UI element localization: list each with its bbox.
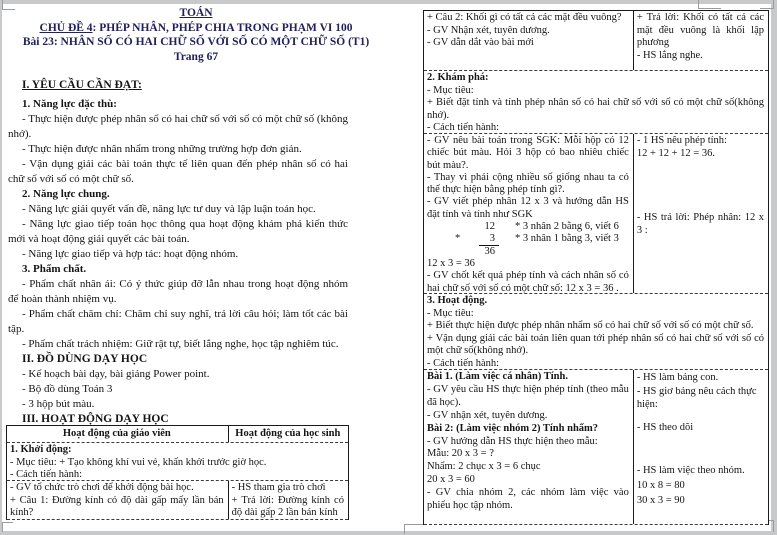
paragraph: - Vận dụng giải các bài toán thực tế liên quan đến phép nhân số có hai chữ số với số có một chữ số. (8, 158, 348, 185)
multiplication-equation: 12 x 3 = 36 (427, 257, 475, 269)
example-result: 20 x 3 = 60 (427, 474, 475, 486)
paragraph: - Năng lực giải quyết vấn đề, năng lực tư duy và lập luận toán học. (22, 203, 316, 215)
practice-method: - Cách tiến hành: (427, 357, 500, 369)
paragraph: - 3 hộp bút màu. (22, 398, 95, 410)
quality-heading: 3. Phẩm chất. (22, 263, 87, 275)
general-competency-heading: 2. Năng lực chung. (22, 188, 110, 200)
vertical-multiplication (455, 221, 629, 258)
teacher-cell: - GV nêu bài toán trong SGK: Mỗi hộp có 12 chiếc bút màu. Hỏi 3 hộp có bao nhiêu chiếc bút màu?. - Thay vì phải cộng nhiều số giống nhau ta có thể thực hiện bằng phép tính gì?. - GV viết phép nhân 12 x 3 và hướng dẫn HS đặt tính và tính như SGK 12 * 3 36 * 3 nhân 2 bằng 6, viết 6 * 3 nhân 1 bằng 3, viết 3 12 x 3 = 36 - GV chốt kết quả phép tính và cách nhân số có hai chữ số với số có một chữ số: 12 x 3 = 36 . (424, 134, 634, 293)
teacher-cell: - GV tổ chức trò chơi để khởi động bài học. + Câu 1: Đường kính có độ dài gấp mấy lần bán kính? (7, 481, 229, 519)
warmup-activity-row (7, 481, 348, 520)
topic-title: CHỦ ĐỀ 4: PHÉP NHÂN, PHÉP CHIA TRONG PHẠM VI 100 (39, 21, 353, 34)
practice-activity-row (424, 370, 768, 525)
left-page-body (8, 78, 348, 427)
example-problem: Mẫu: 20 x 3 = ? (427, 448, 494, 460)
multiplication-note: * 3 nhân 2 bằng 6, viết 6 (515, 221, 619, 233)
crop-mark-top-right (760, 0, 774, 9)
page-reference: Trang 67 (173, 50, 219, 63)
paragraph: - Năng lực giao tiếp toán học thông qua hoạt động khám phá kiến thức mới và hoạt động giải quyết các bài toán. (8, 218, 348, 245)
student-cell: - HS tham gia trò chơi + Trả lời: Đường kính có độ dài gấp 2 lần bán kính (231, 482, 344, 518)
multiplier: 3 (489, 233, 495, 245)
practice-goal: - Mục tiêu: (427, 307, 474, 319)
activities-table-page1 (6, 425, 349, 520)
crop-mark-bottom-left (2, 522, 13, 532)
group-answer: 10 x 8 = 80 (636, 479, 685, 491)
lesson-title: Bài 23: NHÂN SỐ CÓ HAI CHỮ SỐ VỚI SỐ CÓ MỘT CHỮ SỐ (T1) (22, 36, 370, 48)
multiply-sign: * (455, 233, 461, 245)
teacher-cell: + Câu 2: Khối gì có tất cả các mặt đều vuông? - GV Nhận xét, tuyên dương. - GV dẫn dắt vào bài mới (424, 11, 634, 70)
warmup-intro-row (7, 443, 348, 481)
discover-intro-row: 2. Khám phá: - Mục tiêu: + Biết đặt tính và tính phép nhân số có hai chữ số với số có một chữ số(không nhớ). - Cách tiến hành: (424, 71, 768, 134)
specific-competency-heading: 1. Năng lực đặc thù: (22, 98, 117, 110)
product: 36 (484, 245, 495, 257)
crop-mark-top-mid (698, 0, 721, 9)
section-requirements-heading: I. YÊU CẦU CẦN ĐẠT: (22, 79, 142, 91)
warmup-method: - Cách tiến hành: (10, 469, 83, 480)
discover-activity-row (424, 134, 768, 294)
paragraph: - Phẩm chất chăm chỉ: Chăm chỉ suy nghĩ, trả lời câu hỏi; làm tốt các bài tập. (8, 308, 348, 335)
discover-heading: 2. Khám phá: (427, 72, 489, 83)
discover-goal: - Mục tiêu: (427, 84, 474, 96)
paragraph: - Bộ đồ dùng Toán 3 (22, 383, 113, 395)
subject-title: TOÁN (179, 7, 213, 19)
group-answer: 30 x 3 = 90 (636, 494, 685, 506)
multiplicand: 12 (484, 221, 495, 233)
lesson-header (0, 6, 392, 64)
teacher-column-header: Hoạt động của giáo viên (7, 426, 229, 442)
paragraph: - Phẩm chất nhân ái: Có ý thức giúp đỡ lẫn nhau trong hoạt động nhóm để hoàn thành nhiệm vụ. (8, 278, 348, 305)
multiplication-note: * 3 nhân 1 bằng 3, viết 3 (515, 233, 619, 245)
section-materials-heading: II. ĐỒ DÙNG DẠY HỌC (22, 353, 148, 365)
warmup-goal: - Mục tiêu: + Tạo không khí vui vẻ, khấn khởi trước giờ học. (10, 456, 267, 468)
section-activities-heading: III. HOẠT ĐỘNG DẠY HỌC (22, 413, 169, 425)
student-cell: - HS làm bảng con. - HS giơ bảng nêu cách thực hiện: - HS theo dõi - HS làm việc theo nhóm. 10 x 8 = 80 30 x 3 = 90 (634, 370, 768, 524)
crop-mark-bottom-mid (404, 524, 439, 534)
paragraph: - Kế hoạch bài dạy, bài giảng Power point. (22, 368, 210, 380)
mental-math-step: Nhẩm: 2 chục x 3 = 6 chục (427, 461, 541, 473)
warmup-activity-row-2 (424, 11, 768, 71)
student-cell: - 1 HS nêu phép tính: 12 + 12 + 12 = 36. - HS trả lời: Phép nhân: 12 x 3 : (636, 135, 764, 236)
discover-method: - Cách tiến hành: (427, 122, 500, 133)
practice-heading: 3. Hoạt động. (427, 295, 488, 306)
paragraph: - Thực hiện được phép nhân số có hai chữ số với số có một chữ số (không nhớ). (8, 113, 348, 140)
practice-intro-row: 3. Hoạt động. - Mục tiêu: + Biết thực hiện được phép nhân nhẩm số có hai chữ số với số có một chữ số. + Vận dụng giải các bài toán liên quan tới phép nhân số có hai chữ số với số có một chữ số(không nhớ). - Cách tiến hành: (424, 294, 768, 370)
table-header-row (7, 426, 348, 443)
paragraph: - Năng lực giao tiếp và hợp tác: hoạt động nhóm. (22, 248, 239, 260)
student-column-header: Hoạt động của học sinh (235, 428, 341, 439)
student-cell: + Trả lời: Khối có tất cả các mặt đều vuông là khối lập phương - HS lắng nghe. (636, 12, 764, 61)
paragraph: - Thực hiện được nhân nhẩm trong những trường hợp đơn giản. (22, 143, 302, 155)
warmup-heading: 1. Khởi động: (10, 444, 72, 455)
exercise2-heading: Bài 2: (Làm việc nhóm 2) Tính nhẩm? (427, 422, 599, 434)
paragraph: - Phẩm chất trách nhiệm: Giữ rật tự, biết lắng nghe, học tập nghiêm túc. (22, 338, 339, 350)
activities-table-page2 (423, 10, 769, 525)
exercise1-heading: Bài 1. (Làm việc cá nhân) Tính. (427, 371, 568, 382)
teacher-cell: Bài 1. (Làm việc cá nhân) Tính. - GV yêu cầu HS thực hiện phép tính (theo mẫu đã học). - GV nhận xét, tuyên dương. Bài 2: (Làm việc nhóm 2) Tính nhẩm? - GV hướng dẫn HS thực hiện theo mẫu: Mẫu: 20 x 3 = ? Nhẩm: 2 chục x 3 = 6 chục 20 x 3 = 60 - GV chia nhóm 2, các nhóm làm việc vào phiếu học tập nhóm. (424, 370, 634, 524)
